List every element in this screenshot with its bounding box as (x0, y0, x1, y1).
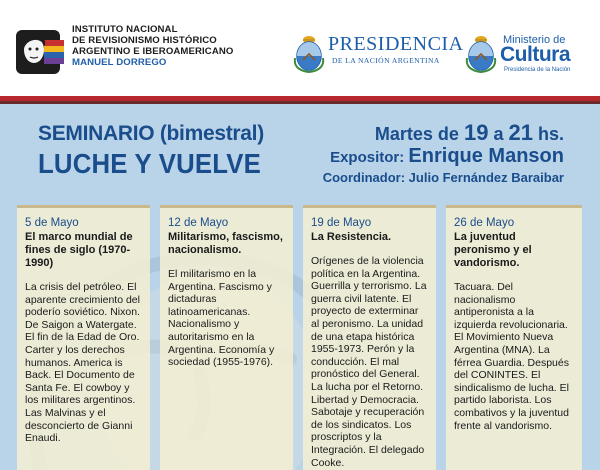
argentina-coat-of-arms-icon (464, 30, 498, 74)
session-description: El militarismo en la Argentina. Fascismo y dictaduras latinoamericanas. Nacionalismo y autoritarismo en la Argentina. Economía y sociedad (1955-1976). (168, 268, 275, 369)
ministerio-subtitle: Presidencia de la Nación (504, 67, 571, 73)
schedule (323, 122, 564, 145)
session-date: 26 de Mayo (454, 217, 515, 229)
argentina-coat-of-arms-icon (292, 30, 326, 74)
expositor-label: Expositor: (330, 149, 405, 166)
dorrego-portrait-logo (14, 26, 66, 78)
session-description: La crisis del petróleo. El aparente crecimiento del poderío soviético. Nixon. De Saigon a Watergate. El fin de la Edad de Oro. Carter y los derechos humanos. America is Back. El Documento de Santa Fe. El cowboy y los militares argentinos. Las Malvinas y el desconcierto de Gianni Enaudi. (25, 281, 140, 445)
institute-line-2: DE REVISIONISMO HISTÓRICO (72, 35, 217, 46)
seminar-title: LUCHE Y VUELVE (38, 148, 262, 179)
schedule-hour-end: 21 (508, 120, 533, 145)
coordinador-name: Julio Fernández Baraibar (408, 170, 564, 185)
coordinador-label: Coordinador: (322, 170, 406, 185)
session-topic: La juventud peronismo y el vandorismo. (454, 231, 532, 269)
ministerio-cultura: Cultura (500, 43, 570, 66)
institute-name: MANUEL DORREGO (72, 57, 167, 68)
schedule-hour-start: 19 (463, 120, 489, 145)
presidencia-subtitle: DE LA NACIÓN ARGENTINA (332, 56, 440, 65)
session-card (17, 205, 150, 470)
session-card (303, 205, 436, 470)
seminar-label: SEMINARIO (bimestral) (38, 122, 264, 145)
coordinador (323, 169, 564, 187)
session-description: Orígenes de la violencia política en la Argentina. Guerrilla y terrorismo. La guerra civil latente. El proyecto de exterminar al peronismo. La unidad de una etapa histórica 1955-1973. Perón y la conducción. El mal pronóstico del General. La lucha por el Retorno. Libertad y Democracia. Sabotaje y recuperación de los sindicatos. Los proscriptos y la Integración. El delegado Cooke. (311, 255, 427, 469)
session-topic: El marco mundial de fines de siglo (1970-1990) (25, 231, 133, 269)
seminar-info (323, 122, 564, 187)
schedule-prefix: Martes de (374, 124, 459, 144)
header (0, 0, 600, 96)
institute-name-block (72, 24, 282, 68)
seminar-body (0, 104, 600, 470)
institute-line-3: ARGENTINO E IBEROAMERICANO (72, 46, 234, 57)
session-card (160, 205, 293, 470)
institute-line-1: INSTITUTO NACIONAL (72, 24, 178, 35)
session-topic: La Resistencia. (311, 231, 392, 243)
session-card (446, 205, 582, 470)
session-date: 12 de Mayo (168, 217, 229, 229)
ministerio-label: Ministerio de (503, 34, 566, 46)
expositor-name: Enrique Manson (408, 145, 564, 167)
schedule-suffix: hs. (537, 124, 564, 144)
session-topic: Militarismo, fascismo, nacionalismo. (168, 231, 283, 256)
schedule-connector: a (493, 124, 504, 144)
presidencia-title: PRESIDENCIA (328, 33, 464, 55)
expositor (323, 145, 564, 169)
session-date: 19 de Mayo (311, 217, 372, 229)
session-date: 5 de Mayo (25, 217, 79, 229)
session-description: Tacuara. Del nacionalismo antiperonista a la izquierda revolucionaria. El Movimiento Nueva Argentina (MNA). La férrea Guardia. Después del CONINTES. El sindicalismo de lucha. El partido laborista. Los combativos y la juventud frente al vandorismo. (454, 281, 569, 432)
